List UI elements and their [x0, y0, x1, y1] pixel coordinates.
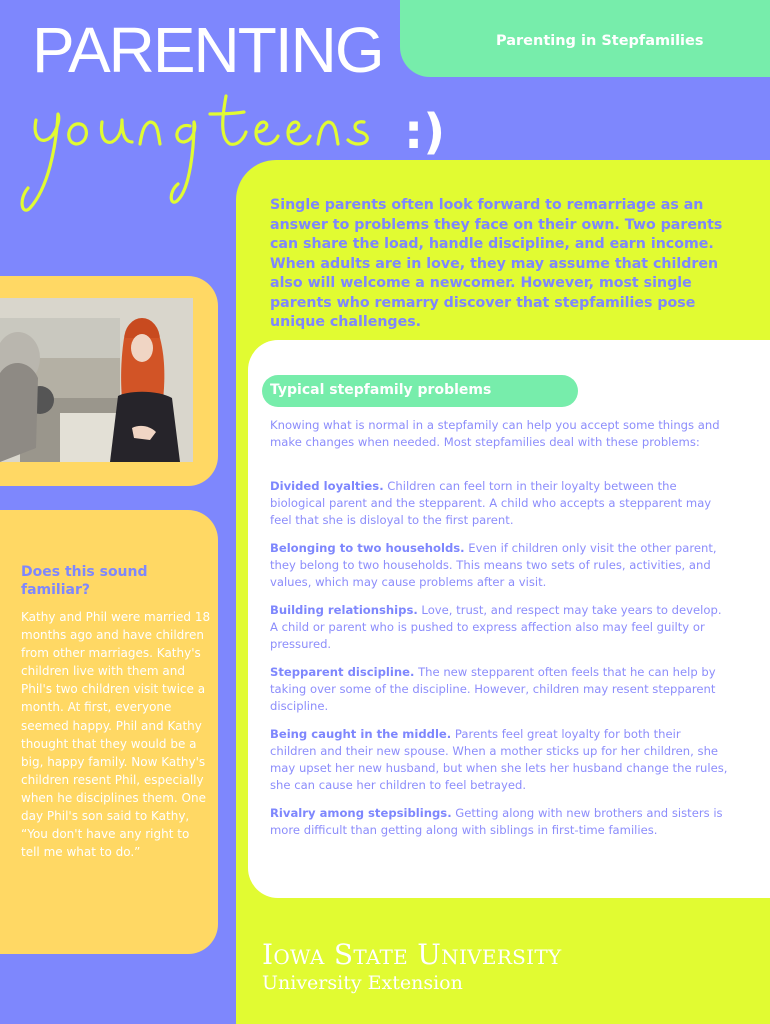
problem-text: Parents feel great loyalty for both their children and their new spouse. When a mother sticks up for her children, she may upset her new husband, but when she lets her husband change the rules, she can cause her children to feel betrayed. [270, 727, 728, 793]
problem-heading: Being caught in the middle. [270, 727, 452, 741]
problem-item [270, 540, 730, 591]
problem-item [270, 664, 730, 715]
problem-heading: Stepparent discipline. [270, 665, 415, 679]
problem-text: Love, trust, and respect may take years to develop. A child or parent who is pushed to express affection also may feel guilty or pressured. [270, 603, 722, 652]
problem-heading: Divided loyalties. [270, 479, 384, 493]
sidebar-story: Kathy and Phil were married 18 months ago and have children from other marriages. Kathy's children live with them and Phil's two children visit twice a month. At first, everyone seemed happy. Phil and Kathy thought that they would be a big, happy family. Now Kathy's children resent Phil, especially when he disciplines them. One day Phil's son said to Kathy, “You don't have any right to tell me what to do.” [21, 610, 211, 860]
publication-title: PARENTING [32, 14, 383, 86]
university-logo: Iowa State University [262, 938, 562, 971]
stepfamily-photo [0, 298, 193, 462]
series-tab-label: Parenting in Stepfamilies [496, 33, 704, 49]
section-title: Typical stepfamily problems [270, 382, 492, 398]
problem-item [270, 805, 730, 839]
problem-text: The new stepparent often feels that he can help by taking over some of the discipline. However, children may resent stepparent discipline. [270, 665, 716, 714]
svg-text::): :) [404, 104, 446, 160]
extension-label: University Extension [262, 972, 463, 994]
problem-item [270, 478, 730, 529]
problem-item [270, 602, 730, 653]
problem-heading: Belonging to two households. [270, 541, 465, 555]
photo-illustration [0, 298, 193, 462]
problem-heading: Building relationships. [270, 603, 418, 617]
intro-paragraph: Single parents often look forward to remarriage as an answer to problems they face on their own. Two parents can share the load, handle discipline, and earn income. When adults are in love, they may assume that children also will welcome a newcomer. However, most single parents who remarry discover that stepfamilies pose unique challenges. [270, 197, 723, 330]
problem-heading: Rivalry among stepsiblings. [270, 806, 452, 820]
problem-text: Children can feel torn in their loyalty between the biological parent and the stepparent. A child who accepts a stepparent may feel that she is disloyal to the first parent. [270, 479, 712, 528]
problem-item [270, 726, 730, 794]
section-lead: Knowing what is normal in a stepfamily can help you accept some things and make changes when needed. Most stepfamilies deal with these problems: [270, 418, 720, 450]
problem-text: Even if children only visit the other parent, they belong to two households. This means two sets of rules, activities, and values, which may cause problems after a visit. [270, 541, 717, 590]
problem-text: Getting along with new brothers and sisters is more difficult than getting along with siblings in first-time families. [270, 806, 723, 838]
sidebar-title: Does this sound familiar? [21, 564, 148, 598]
